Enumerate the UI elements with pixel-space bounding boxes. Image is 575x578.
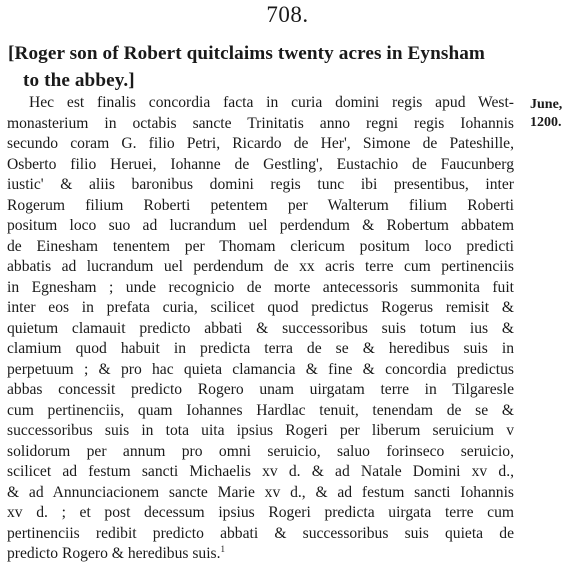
- text-line: scilicet ad festum sancti Michaelis xv d. & ad Natale Domini xv d.,: [7, 463, 514, 480]
- text-line: & ad Annunciacionem sancte Marie xv d., & ad festum sancti Iohannis: [7, 483, 514, 501]
- text-line: monasterium in octabis sancte Trinitatis anno regni regis Iohannis: [7, 114, 514, 132]
- text-line-content: predicto Rogero & heredibus suis.: [7, 545, 221, 562]
- text-line: in Egnesham ; unde recognicio de morte antecessoris summonita fuit: [7, 278, 514, 296]
- text-line: Osberto filio Heruei, Iohanne de Gestling', Eustachio de Faucunberg: [7, 155, 514, 173]
- text-line: de Einesham tenentem per Thomam clericum positum loco predicti: [7, 237, 514, 255]
- text-line: iustic' & aliis baronibus domini regis tunc ibi presentibus, inter: [7, 176, 514, 193]
- text-line: quietum clamauit predicto abbati & successoribus suis totum ius &: [7, 319, 514, 337]
- margin-date: [530, 96, 574, 132]
- text-line: perpetuum ; & pro hac quieta clamancia & fine & concordia predictus: [7, 360, 514, 378]
- charter-text: [7, 93, 514, 565]
- text-line: successoribus suis in tota uita ipsius Rogeri per liberum seruicium v: [7, 422, 514, 439]
- text-line: abbas concessit predicto Rogero unam uirgatam terre in Tilgaresle: [7, 381, 514, 398]
- document-heading: [8, 40, 548, 94]
- text-line-last: [7, 544, 514, 565]
- text-line: cum pertinenciis, quam Iohannes Hardlac tenuit, tenendam de se &: [7, 401, 514, 419]
- text-line: Rogerum filium Roberti petentem per Walterum filium Roberti: [7, 196, 514, 214]
- text-line: abbatis ad lucrandum uel perdendum de xx acris terre cum pertinenciis: [7, 258, 514, 275]
- text-line: Hec est finalis concordia facta in curia domini regis apud West-: [29, 94, 514, 111]
- heading-line-1: [Roger son of Robert quitclaims twenty acres in Eynsham: [8, 43, 485, 64]
- text-line: clamium quod habuit in predicta terra de se & heredibus suis in: [7, 340, 514, 357]
- text-line: inter eos in prefata curia, scilicet quod predictus Rogerus remisit &: [7, 299, 514, 316]
- margin-date-month: June,: [530, 97, 563, 112]
- document-number: 708.: [266, 2, 309, 27]
- text-line: secundo coram G. filio Petri, Ricardo de Her', Simone de Pateshille,: [7, 135, 514, 152]
- footnote-marker: 1: [220, 544, 226, 554]
- text-line: xv d. ; et post decessum ipsius Rogeri predicta uirgata terre cum: [7, 504, 514, 521]
- heading-line-2: to the abbey.]: [23, 70, 135, 91]
- text-line: solidorum per annum pro omni seruicio, saluo forinseco seruicio,: [7, 442, 514, 460]
- text-line: pertinenciis redibit predicto abbati & successoribus suis quieta de: [7, 524, 514, 542]
- text-line: positum loco suo ad lucrandum uel perdendum & Robertum abbatem: [7, 217, 514, 234]
- margin-date-year: 1200.: [530, 115, 562, 130]
